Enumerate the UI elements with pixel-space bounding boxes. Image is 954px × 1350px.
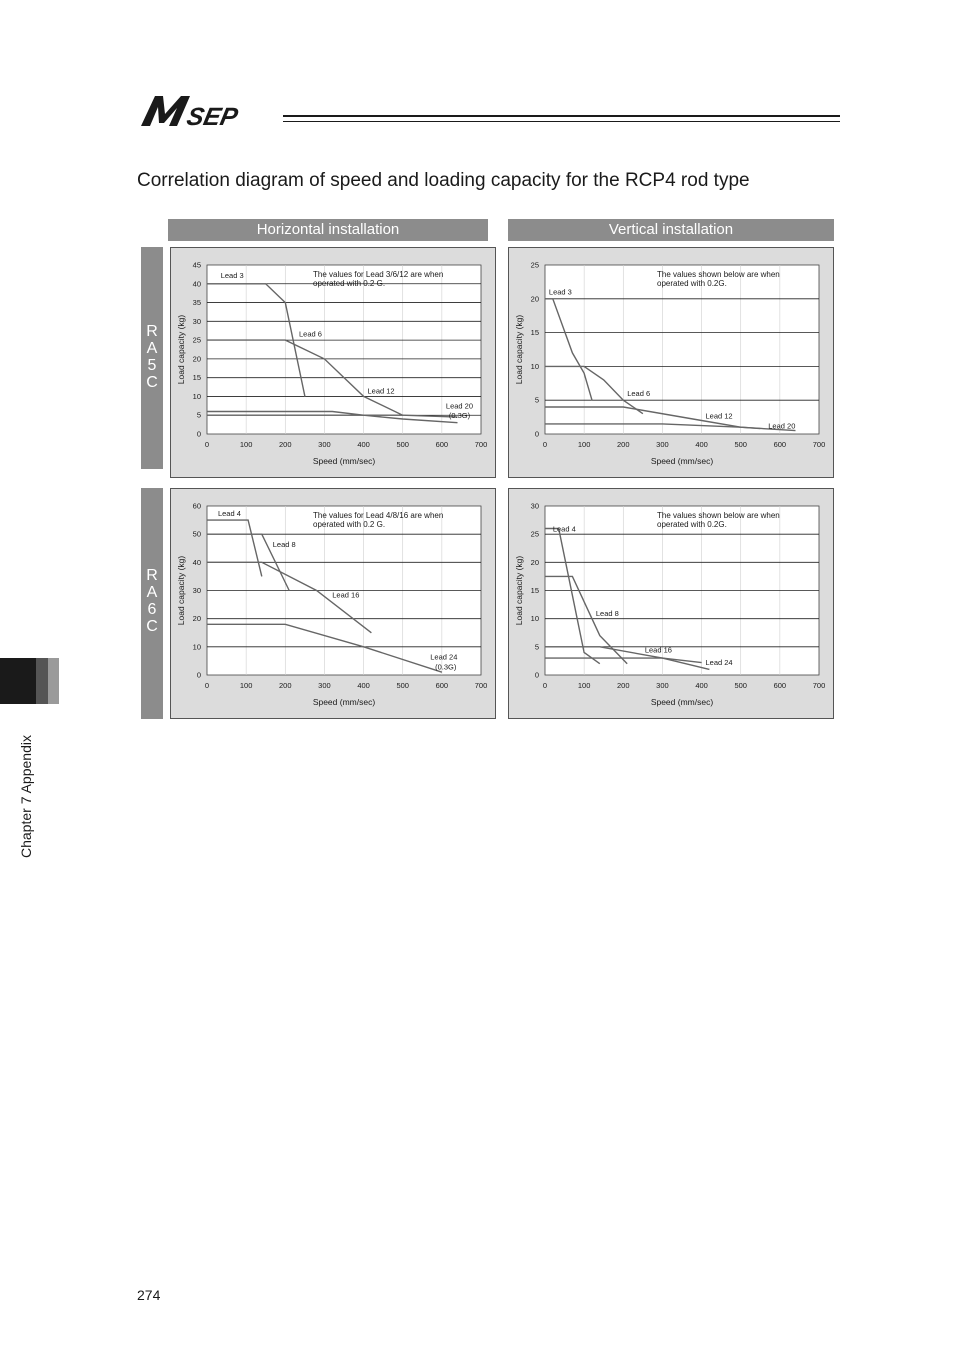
series-label: Lead 12 bbox=[705, 411, 733, 421]
series-label: Lead 3 bbox=[548, 287, 572, 297]
y-tick-label: 25 bbox=[192, 335, 201, 345]
y-axis-label: Load capacity (kg) bbox=[176, 314, 186, 385]
y-tick-label: 20 bbox=[530, 557, 539, 567]
y-tick-label: 5 bbox=[196, 410, 201, 420]
x-axis-label: Speed (mm/sec) bbox=[650, 456, 714, 466]
x-axis-label: Speed (mm/sec) bbox=[312, 456, 376, 466]
horizontal-installation-header: Horizontal installation bbox=[168, 219, 488, 241]
row-label-char: R bbox=[146, 567, 158, 584]
row-label-ra5c bbox=[141, 247, 163, 469]
chart-panel-ra6c-vertical bbox=[508, 488, 834, 719]
series-label: Lead 4 bbox=[552, 524, 576, 534]
y-tick-label: 20 bbox=[530, 294, 539, 304]
y-tick-label: 35 bbox=[192, 298, 201, 308]
y-tick-label: 25 bbox=[530, 260, 539, 270]
series-label: Lead 8 bbox=[272, 539, 296, 549]
series-label: Lead 6 bbox=[627, 389, 651, 399]
y-axis-label: Load capacity (kg) bbox=[514, 555, 524, 626]
x-tick-label: 0 bbox=[204, 440, 210, 449]
chart-note: operated with 0.2 G. bbox=[313, 279, 386, 288]
series-label: Lead 24 bbox=[430, 652, 458, 662]
y-tick-label: 0 bbox=[534, 670, 539, 680]
series-label: Lead 20 bbox=[768, 421, 796, 431]
chapter-tab-stripe bbox=[48, 658, 59, 704]
x-tick-label: 200 bbox=[617, 440, 630, 449]
row-label-ra6c bbox=[141, 488, 163, 719]
y-tick-label: 10 bbox=[192, 391, 201, 401]
x-tick-label: 0 bbox=[542, 440, 548, 449]
series-label: Lead 4 bbox=[217, 508, 241, 518]
series-label: (0.3G) bbox=[435, 662, 457, 672]
y-tick-label: 10 bbox=[530, 361, 539, 371]
x-tick-label: 100 bbox=[577, 681, 591, 690]
y-tick-label: 0 bbox=[534, 429, 539, 439]
chart-ra5c-horizontal bbox=[171, 248, 497, 479]
x-tick-label: 700 bbox=[812, 681, 826, 690]
page-title: Correlation diagram of speed and loading capacity for the RCP4 rod type bbox=[137, 170, 750, 191]
x-tick-label: 500 bbox=[396, 681, 409, 690]
x-tick-label: 200 bbox=[617, 681, 630, 690]
chapter-tab bbox=[0, 658, 36, 704]
y-tick-label: 40 bbox=[192, 279, 201, 289]
x-tick-label: 400 bbox=[357, 440, 370, 449]
x-tick-label: 0 bbox=[542, 681, 548, 690]
chart-note: The values shown below are when bbox=[657, 270, 780, 279]
y-tick-label: 45 bbox=[192, 260, 201, 270]
x-tick-label: 700 bbox=[812, 440, 826, 449]
y-tick-label: 15 bbox=[530, 586, 539, 595]
x-tick-label: 600 bbox=[435, 440, 449, 449]
series-label: Lead 6 bbox=[298, 329, 322, 339]
chart-panel-ra5c-vertical bbox=[508, 247, 834, 478]
chart-note: operated with 0.2G. bbox=[657, 520, 727, 529]
x-tick-label: 100 bbox=[239, 440, 253, 449]
y-tick-label: 30 bbox=[530, 501, 539, 511]
series-label: Lead 8 bbox=[595, 608, 619, 618]
y-tick-label: 30 bbox=[192, 586, 201, 595]
chart-note: The values shown below are when bbox=[657, 511, 780, 520]
y-tick-label: 50 bbox=[192, 529, 201, 539]
header-rule-thin bbox=[283, 121, 840, 122]
chart-ra6c-vertical bbox=[509, 489, 835, 720]
x-tick-label: 200 bbox=[279, 440, 292, 449]
x-tick-label: 200 bbox=[279, 681, 292, 690]
x-tick-label: 300 bbox=[318, 440, 331, 449]
x-tick-label: 700 bbox=[474, 440, 488, 449]
y-tick-label: 5 bbox=[534, 642, 539, 652]
row-label-char: A bbox=[146, 340, 158, 357]
chart-ra5c-vertical bbox=[509, 248, 835, 479]
y-tick-label: 40 bbox=[192, 557, 201, 567]
x-tick-label: 500 bbox=[396, 440, 409, 449]
series-label: Lead 16 bbox=[644, 645, 672, 655]
row-label-char: 6 bbox=[147, 601, 157, 618]
series-label: Lead 12 bbox=[367, 386, 395, 396]
y-tick-label: 5 bbox=[534, 395, 539, 405]
x-tick-label: 500 bbox=[734, 440, 747, 449]
x-tick-label: 600 bbox=[435, 681, 449, 690]
chart-note: operated with 0.2G. bbox=[657, 279, 727, 288]
y-tick-label: 25 bbox=[530, 529, 539, 539]
y-tick-label: 20 bbox=[192, 614, 201, 624]
x-tick-label: 400 bbox=[695, 440, 708, 449]
chart-note: The values for Lead 4/8/16 are when bbox=[313, 511, 444, 520]
chart-ra6c-horizontal bbox=[171, 489, 497, 720]
x-tick-label: 100 bbox=[239, 681, 253, 690]
y-tick-label: 10 bbox=[192, 642, 201, 652]
x-tick-label: 100 bbox=[577, 440, 591, 449]
chapter-tab-stripe bbox=[36, 658, 48, 704]
y-tick-label: 20 bbox=[192, 354, 201, 364]
x-tick-label: 700 bbox=[474, 681, 488, 690]
chart-note: The values for Lead 3/6/12 are when bbox=[313, 270, 444, 279]
x-tick-label: 500 bbox=[734, 681, 747, 690]
x-tick-label: 300 bbox=[656, 440, 669, 449]
row-label-char: C bbox=[146, 618, 158, 635]
chapter-label: Chapter 7 Appendix bbox=[18, 735, 34, 858]
y-tick-label: 15 bbox=[192, 373, 201, 383]
x-tick-label: 0 bbox=[204, 681, 210, 690]
header-rule bbox=[283, 115, 840, 117]
x-tick-label: 400 bbox=[695, 681, 708, 690]
plot-area bbox=[545, 265, 819, 434]
msep-logo bbox=[137, 90, 277, 132]
row-label-char: C bbox=[146, 374, 158, 391]
row-label-char: 5 bbox=[147, 357, 157, 374]
series-label: Lead 16 bbox=[332, 590, 360, 600]
y-axis-label: Load capacity (kg) bbox=[514, 314, 524, 385]
x-tick-label: 400 bbox=[357, 681, 370, 690]
page-number: 274 bbox=[137, 1287, 161, 1303]
x-tick-label: 300 bbox=[318, 681, 331, 690]
series-label: Lead 20 bbox=[445, 401, 474, 411]
y-tick-label: 0 bbox=[196, 429, 201, 439]
chart-note: operated with 0.2 G. bbox=[313, 520, 386, 529]
x-axis-label: Speed (mm/sec) bbox=[650, 697, 714, 707]
y-axis-label: Load capacity (kg) bbox=[176, 555, 186, 626]
chart-panel-ra5c-horizontal bbox=[170, 247, 496, 478]
svg-text:SEP: SEP bbox=[184, 103, 241, 131]
row-label-char: A bbox=[146, 584, 158, 601]
vertical-installation-header: Vertical installation bbox=[508, 219, 834, 241]
chart-panel-ra6c-horizontal bbox=[170, 488, 496, 719]
row-label-char: R bbox=[146, 323, 158, 340]
x-tick-label: 600 bbox=[773, 440, 787, 449]
x-tick-label: 300 bbox=[656, 681, 669, 690]
plot-area bbox=[207, 265, 481, 434]
series-label: (0.3G) bbox=[448, 410, 471, 420]
series-label: Lead 3 bbox=[220, 271, 244, 281]
y-tick-label: 60 bbox=[192, 501, 201, 511]
x-axis-label: Speed (mm/sec) bbox=[312, 697, 376, 707]
y-tick-label: 15 bbox=[530, 328, 539, 338]
y-tick-label: 0 bbox=[196, 670, 201, 680]
x-tick-label: 600 bbox=[773, 681, 787, 690]
y-tick-label: 30 bbox=[192, 316, 201, 326]
y-tick-label: 10 bbox=[530, 614, 539, 624]
series-label: Lead 24 bbox=[705, 657, 733, 667]
